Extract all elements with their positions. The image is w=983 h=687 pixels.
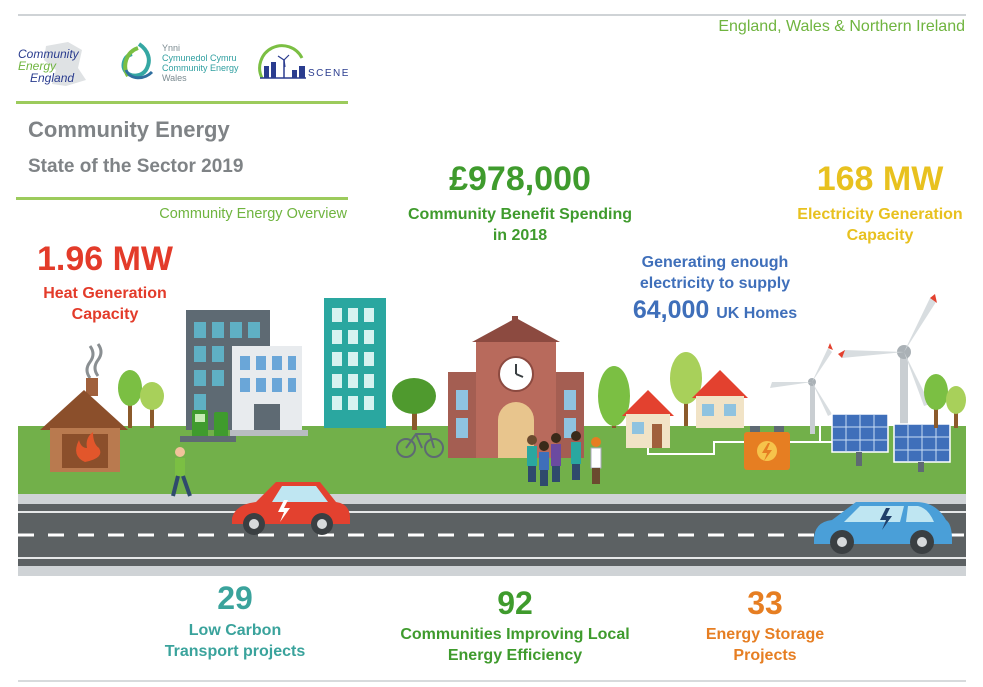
page-subtitle: State of the Sector 2019 [28,156,244,177]
electricity-capacity-value: 168 MW [816,160,944,198]
benefit-spending-label [380,204,660,246]
electricity-label-line2: Capacity [846,227,914,244]
storage-projects-label [680,624,850,666]
homes-value [600,296,830,325]
homes-label [600,252,830,294]
transport-label-line1: Low Carbon [188,622,282,639]
efficiency-label-line2: Energy Efficiency [447,647,583,664]
heat-label-line2: Capacity [71,306,139,323]
battery-icon [744,426,790,470]
heat-capacity-value: 1.96 MW [36,240,174,278]
benefit-label-line1: Community Benefit Spending [408,206,632,223]
pavement [18,494,966,504]
homes-count: 64,000 [632,296,710,324]
electricity-label-line1: Electricity Generation [797,206,963,223]
scene-logo-text: SCENE [308,68,350,79]
tower-block-icon [324,298,386,428]
tree-icon-center [392,378,436,430]
logo-text-community: Community [18,47,79,61]
logo-text-ynni: Ynni [162,43,181,53]
homes-label-line1: Generating enough [641,254,789,271]
efficiency-label-line1: Communities Improving Local [400,626,630,643]
heat-label-line1: Heat Generation [43,285,167,302]
homes-label-line2: electricity to supply [639,275,791,292]
logo-text-cymunedol: Cymunedol Cymru [162,53,237,63]
efficiency-communities-label [380,624,650,666]
tree-icon-far-right [924,374,966,428]
electricity-capacity-label [780,204,980,246]
logo-text-community-energy: Community Energy [162,63,239,73]
region-label: England, Wales & Northern Ireland [718,18,965,35]
transport-projects-value: 29 [217,580,253,616]
storage-projects-value: 33 [747,585,783,621]
benefit-label-line2: in 2018 [492,227,548,244]
logo-text-england: England [30,71,75,85]
homes-suffix: UK Homes [716,305,798,322]
transport-label-line2: Transport projects [164,643,306,660]
transport-projects-label [140,620,330,662]
tree-icon [118,370,164,428]
storage-label-line2: Projects [733,647,797,664]
section-label: Community Energy Overview [159,206,347,222]
house-fire-icon [40,344,128,472]
heat-capacity-label [20,283,190,325]
logo-text-wales: Wales [162,73,187,83]
town-hall-clock-icon [448,316,584,458]
efficiency-communities-value: 92 [497,585,533,621]
logo-text-energy: Energy [18,59,57,73]
storage-label-line1: Energy Storage [705,626,825,643]
benefit-spending-value: £978,000 [449,160,591,198]
page-title: Community Energy [28,117,230,142]
